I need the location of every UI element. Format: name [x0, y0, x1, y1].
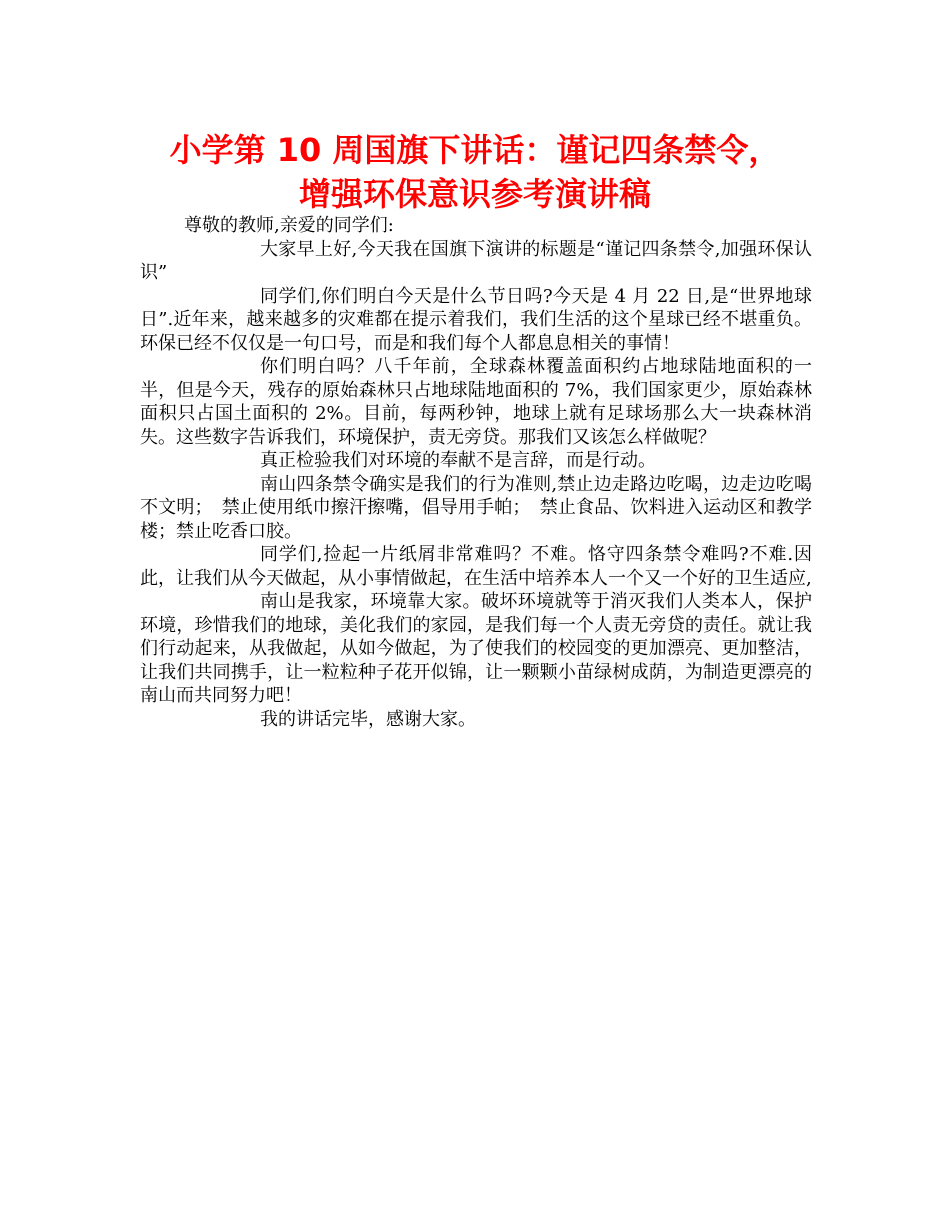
paragraph: 南山四条禁令确实是我们的行为准则,禁止边走路边吃喝，边走边吃喝不文明； 禁止使用纸巾擦汗擦嘴，倡导用手帕； 禁止食品、饮料进入运动区和教学楼；禁止吃香口胶。	[140, 473, 812, 542]
document-title	[100, 128, 850, 216]
paragraph: 同学们,捡起一片纸屑非常难吗？不难。恪守四条禁令难吗?不难.因此，让我们从今天做起，从小事情做起，在生活中培养本人一个又一个好的卫生适应,	[140, 544, 812, 589]
paragraph: 南山是我家，环境靠大家。破坏环境就等于消灭我们人类本人，保护环境，珍惜我们的地球，美化我们的家园，是我们每一个人责无旁贷的责任。就让我们行动起来，从我做起，从如今做起，为了使我们的校园变的更加漂亮、更加整洁，让我们共同携手，让一粒粒种子花开似锦，让一颗颗小苗绿树成荫，为制造更漂亮的南山而共同努力吧！	[140, 591, 812, 706]
closing-paragraph: 我的讲话完毕，感谢大家。	[260, 708, 476, 730]
paragraph: 大家早上好,今天我在国旗下演讲的标题是“谨记四条禁令,加强环保认识”	[140, 238, 812, 283]
salutation: 尊敬的教师,亲爱的同学们:	[184, 215, 394, 236]
paragraph: 同学们,你们明白今天是什么节日吗?今天是 4 月 22 日,是“世界地球日”.近年来，越来越多的灾难都在提示着我们，我们生活的这个星球已经不堪重负。环保已经不仅仅是一句口号，而是和我们每个人都息息相关的事情！	[140, 285, 812, 354]
paragraph: 真正检验我们对环境的奉献不是言辞，而是行动。	[260, 450, 656, 471]
document-body	[140, 214, 812, 731]
paragraph: 你们明白吗？八千年前，全球森林覆盖面积约占地球陆地面积的一半，但是今天，残存的原始森林只占地球陆地面积的 7%，我们国家更少，原始森林面积只占国土面积的 2%。目前，每两秒钟，地球上就有足球场那么大一块森林消失。这些数字告诉我们，环境保护，责无旁贷。那我们又该怎么样做呢？	[140, 356, 812, 448]
title-line-1: 小学第 10 周国旗下讲话：谨记四条禁令，	[169, 131, 781, 169]
title-line-2: 增强环保意识参考演讲稿	[298, 175, 651, 213]
